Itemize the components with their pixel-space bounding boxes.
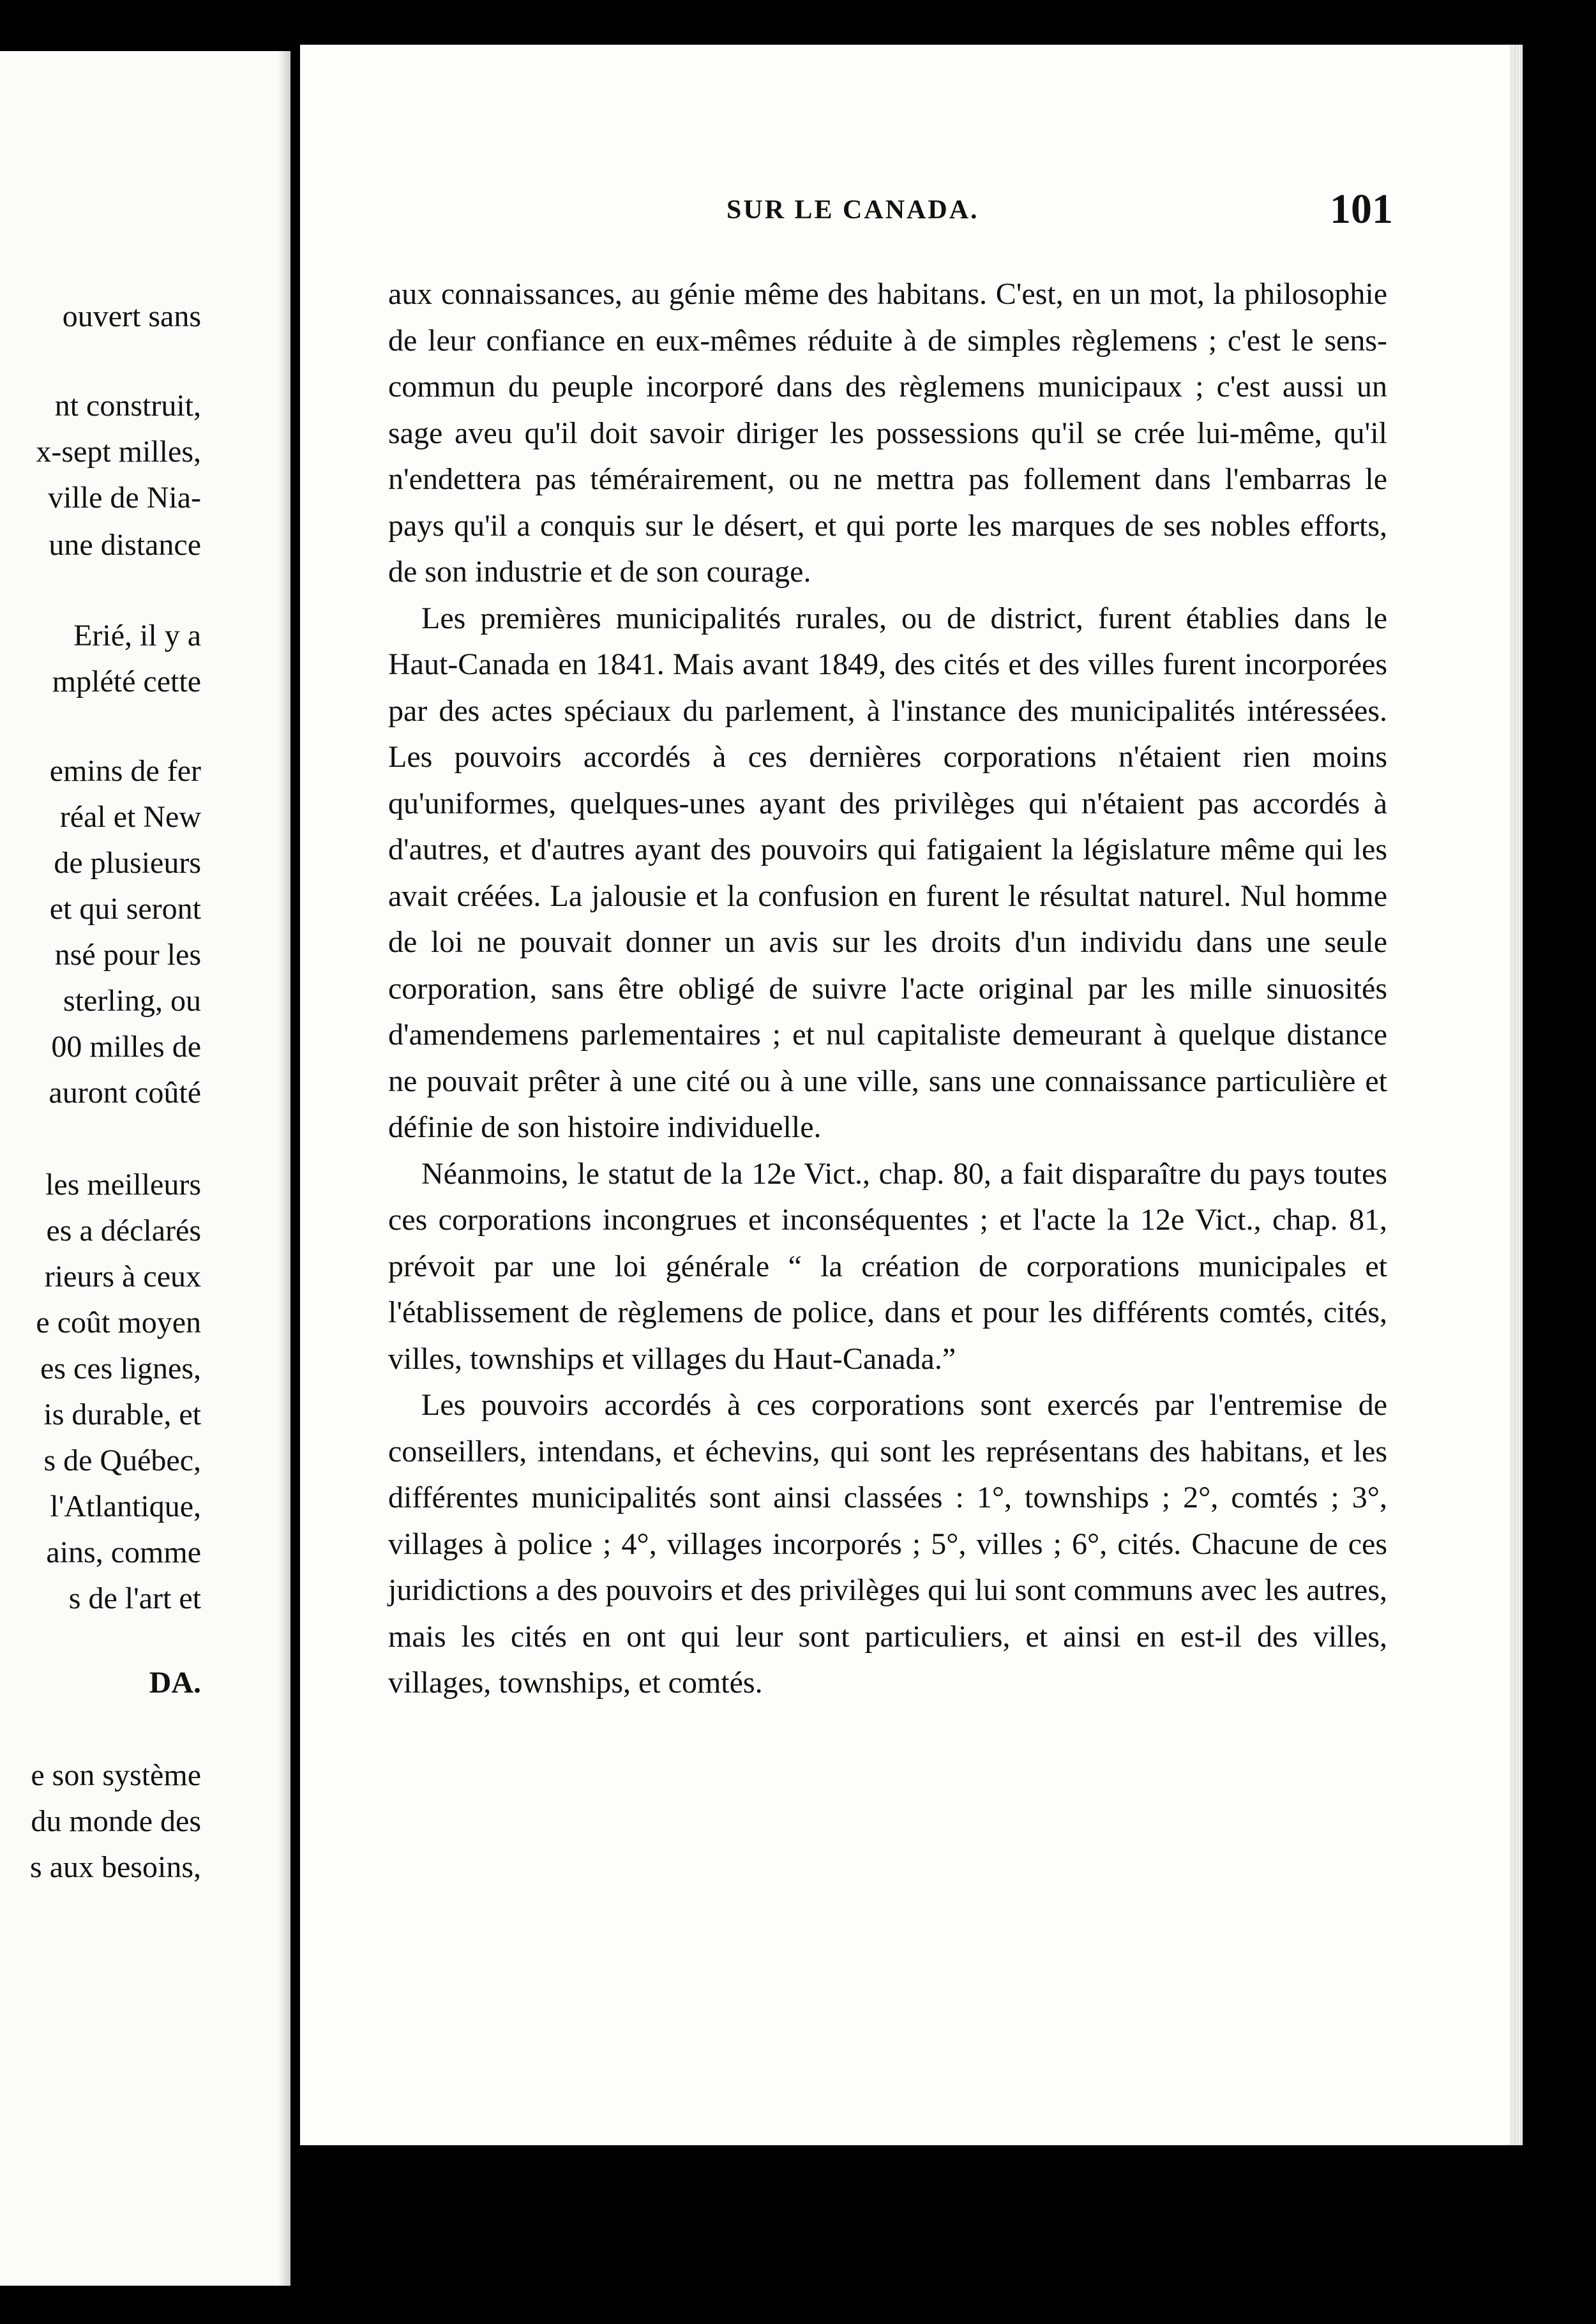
page-fold-shadow: [278, 51, 290, 2286]
left-page-line: DA.: [149, 1666, 201, 1700]
left-page-line: s de l'art et: [68, 1581, 201, 1615]
left-page-line: ouvert sans: [62, 299, 201, 333]
left-page-line: mplété cette: [52, 665, 201, 698]
left-page-line: 00 milles de: [51, 1030, 201, 1064]
left-page-line: Erié, il y a: [73, 619, 201, 653]
left-page-line: s de Québec,: [43, 1444, 201, 1477]
left-page-line: une distance: [49, 528, 201, 562]
paragraph: Néanmoins, le statut de la 12e Vict., chap. 80, a fait disparaître du pays toutes ces corporations incongrues et inconséquentes ; et l'acte la 12e Vict., chap. 81, prévoit par une loi générale “ la création de corporations municipales et l'établissement de règlemens de police, dans et pour les différents comtés, cités, villes, townships et villages du Haut-Canada.”: [388, 1156, 1387, 1376]
left-page-line: ains, comme: [46, 1535, 201, 1569]
running-header: SUR LE CANADA.: [726, 195, 979, 225]
left-page-line: nsé pour les: [54, 938, 201, 972]
left-page-line: l'Atlantique,: [50, 1490, 201, 1523]
left-page-line: rieurs à ceux: [44, 1260, 201, 1294]
left-page-line: nt construit,: [54, 389, 201, 423]
left-page-line: sterling, ou: [63, 984, 201, 1018]
body-text: [388, 271, 1387, 1707]
page-margin-border: [1510, 45, 1515, 2145]
left-page-line: s aux besoins,: [30, 1850, 201, 1884]
left-page-line: e son système: [31, 1758, 201, 1792]
left-page-line: les meilleurs: [45, 1168, 201, 1202]
page-stack-edge: [1515, 45, 1523, 2145]
left-page-line: emins de fer: [49, 754, 201, 788]
left-page-line: ville de Nia-: [48, 481, 201, 515]
left-page-line: et qui seront: [49, 892, 201, 926]
paragraph: aux connaissances, au génie même des habitans. C'est, en un mot, la philosophie de leur confiance en eux-mêmes réduite à de simples règlemens ; c'est le sens-commun du peuple incorporé dans des règlemens municipaux ; c'est aussi un sage aveu qu'il doit savoir diriger les possessions qu'il se crée lui-même, qu'il n'endettera pas témérairement, ou ne mettra pas follement dans l'embarras le pays qu'il a conquis sur le désert, et qui porte les marques de ses nobles efforts, de son industrie et de son courage.: [388, 277, 1387, 589]
left-page-line: es a déclarés: [46, 1214, 201, 1248]
left-page-line: es ces lignes,: [40, 1352, 201, 1385]
paragraph: Les premières municipalités rurales, ou de district, furent établies dans le Haut-Canada en 1841. Mais avant 1849, des cités et des villes furent incorporées par des actes spéciaux du parlement, à l'instance des municipalités intéressées. Les pouvoirs accordés à ces dernières corporations n'étaient rien moins qu'uniformes, quelques-unes ayant des privilèges qui n'étaient pas accordés à d'autres, et d'autres ayant des pouvoirs qui fatigaient la législature même qui les avait créées. La jalousie et la confusion en furent le résultat naturel. Nul homme de loi ne pouvait donner un avis sur les droits d'un individu dans une seule corporation, sans être obligé de suivre l'acte original par les mille sinuosités d'amendemens parlementaires ; et nul capitaliste demeurant à quelque distance ne pouvait prêter à une cité ou à une ville, sans une connaissance particulière et définie de son histoire individuelle.: [388, 601, 1387, 1144]
left-page-line: auront coûté: [49, 1076, 201, 1110]
book-gutter: [290, 0, 300, 2324]
left-page-line: e coût moyen: [36, 1306, 201, 1339]
paragraph: Les pouvoirs accordés à ces corporations sont exercés par l'entremise de conseillers, intendans, et échevins, qui sont les représentans des habitans, et les différentes municipalités sont ainsi classées : 1°, townships ; 2°, comtés ; 3°, villages à police ; 4°, villages incorporés ; 5°, villes ; 6°, cités. Chacune de ces juridictions a des pouvoirs et des privilèges qui lui sont communs avec les autres, mais les cités en ont qui leur sont particuliers, et ainsi en est-il des villes, villages, townships, et comtés.: [388, 1388, 1387, 1700]
left-page-line: is durable, et: [43, 1398, 201, 1431]
page-number: 101: [1330, 186, 1393, 232]
left-page-line: de plusieurs: [54, 846, 201, 880]
left-page-line: x-sept milles,: [36, 435, 201, 469]
left-page-line: du monde des: [31, 1804, 201, 1838]
left-page-line: réal et New: [59, 800, 201, 834]
left-facing-page: [0, 51, 290, 2286]
